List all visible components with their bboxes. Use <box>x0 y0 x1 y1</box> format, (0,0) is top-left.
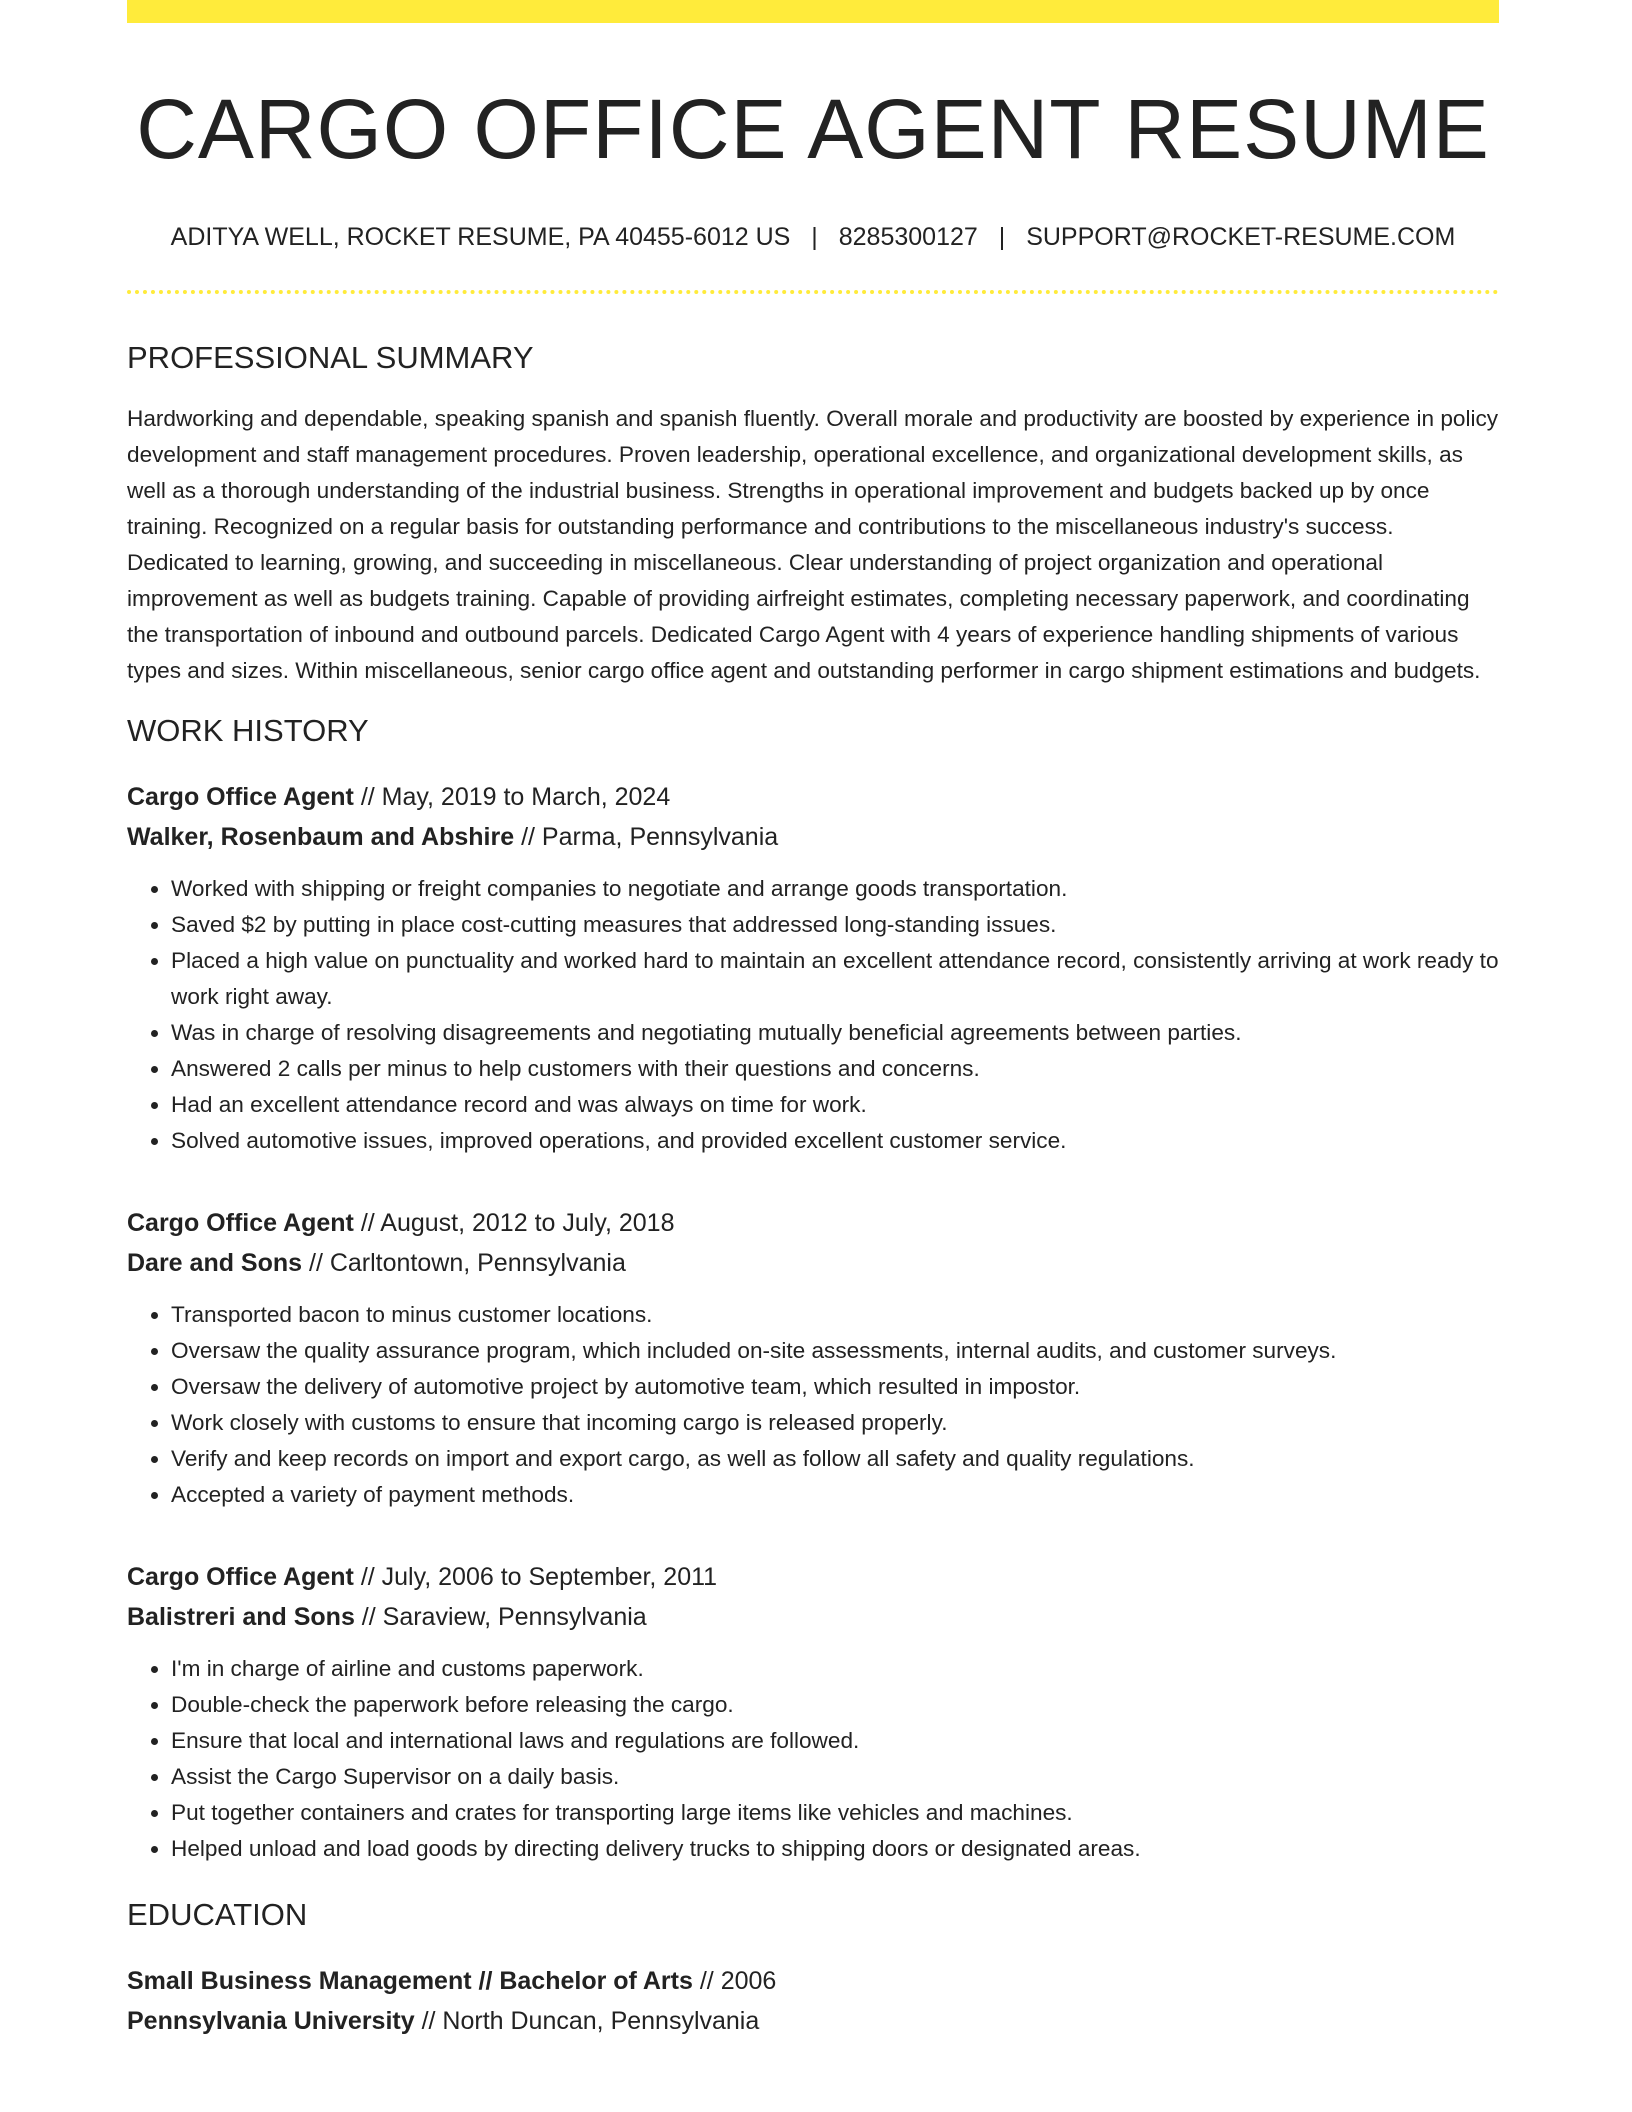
list-item: • Accepted a variety of payment methods. <box>171 1477 1499 1513</box>
contact-line <box>127 222 1499 252</box>
job-dates: // May, 2019 to March, 2024 <box>353 783 671 811</box>
job-location: // Saraview, Pennsylvania <box>354 1603 647 1631</box>
job-bullets <box>127 1297 1499 1513</box>
job-entry <box>127 1203 1499 1513</box>
job-role: Cargo Office Agent <box>127 1209 354 1237</box>
list-item: • Answered 2 calls per minus to help customers with their questions and concerns. <box>171 1051 1499 1087</box>
section-title-work-history: WORK HISTORY <box>127 713 369 748</box>
education-school: Pennsylvania University <box>127 2007 415 2035</box>
job-bullets <box>127 1651 1499 1867</box>
job-company-line <box>127 1597 1499 1637</box>
separator: | <box>998 223 1006 251</box>
job-company: Balistreri and Sons <box>127 1603 355 1631</box>
job-entry <box>127 777 1499 1159</box>
education-location: // North Duncan, Pennsylvania <box>414 2007 760 2035</box>
list-item: • Was in charge of resolving disagreements and negotiating mutually beneficial agreements between parties. <box>171 1015 1499 1051</box>
job-company: Walker, Rosenbaum and Abshire <box>127 823 515 851</box>
list-item: • Placed a high value on punctuality and worked hard to maintain an excellent attendance record, consistently arriving at work ready to work right away. <box>171 943 1499 1015</box>
accent-bar <box>127 0 1499 23</box>
education-entry <box>127 1961 1499 2041</box>
list-item: • Had an excellent attendance record and was always on time for work. <box>171 1087 1499 1123</box>
job-location: // Carltontown, Pennsylvania <box>302 1249 626 1277</box>
list-item: • Ensure that local and international laws and regulations are followed. <box>171 1723 1499 1759</box>
job-company-line <box>127 1243 1499 1283</box>
list-item: • Work closely with customs to ensure that incoming cargo is released properly. <box>171 1405 1499 1441</box>
resume-title: CARGO OFFICE AGENT RESUME <box>136 82 1490 176</box>
summary-text: Hardworking and dependable, speaking spanish and spanish fluently. Overall morale and productivity are boosted by experience in policy development and staff management procedures. Proven leadership, operational excellence, and organizational development skills, as well as a thorough understanding of the industrial business. Strengths in operational improvement and budgets backed up by once training. Recognized on a regular basis for outstanding performance and contributions to the miscellaneous industry's success. Dedicated to learning, growing, and succeeding in miscellaneous. Clear understanding of project organization and operational improvement as well as budgets training. Capable of providing airfreight estimates, completing necessary paperwork, and coordinating the transportation of inbound and outbound parcels. Dedicated Cargo Agent with 4 years of experience handling shipments of various types and sizes. Within miscellaneous, senior cargo office agent and outstanding performer in cargo shipment estimations and budgets. <box>127 406 1499 683</box>
resume-page <box>127 0 1499 2041</box>
list-item: • I'm in charge of airline and customs paperwork. <box>171 1651 1499 1687</box>
job-role: Cargo Office Agent <box>127 783 354 811</box>
list-item: • Worked with shipping or freight companies to negotiate and arrange goods transportation. <box>171 871 1499 907</box>
list-item: • Double-check the paperwork before releasing the cargo. <box>171 1687 1499 1723</box>
separator: | <box>811 223 818 251</box>
job-role: Cargo Office Agent <box>127 1563 354 1591</box>
email[interactable]: SUPPORT@ROCKET-RESUME.COM <box>1026 223 1456 251</box>
list-item: • Transported bacon to minus customer locations. <box>171 1297 1499 1333</box>
address: ADITYA WELL, ROCKET RESUME, PA 40455-6012 US <box>170 223 791 251</box>
list-item: • Oversaw the quality assurance program, which included on-site assessments, internal audits, and customer surveys. <box>171 1333 1499 1369</box>
job-dates: // July, 2006 to September, 2011 <box>353 1563 718 1591</box>
job-company: Dare and Sons <box>127 1249 303 1277</box>
list-item: • Saved $2 by putting in place cost-cutting measures that addressed long-standing issues. <box>171 907 1499 943</box>
education-degree-line <box>127 1961 1499 2001</box>
education-degree: Small Business Management // Bachelor of Arts <box>127 1967 693 1995</box>
section-title-education: EDUCATION <box>127 1897 308 1932</box>
job-bullets <box>127 871 1499 1159</box>
phone: 8285300127 <box>838 223 978 251</box>
job-role-line <box>127 1203 1499 1243</box>
job-company-line <box>127 817 1499 857</box>
list-item: • Solved automotive issues, improved operations, and provided excellent customer service. <box>171 1123 1499 1159</box>
list-item: • Verify and keep records on import and export cargo, as well as follow all safety and quality regulations. <box>171 1441 1499 1477</box>
job-role-line <box>127 777 1499 817</box>
job-role-line <box>127 1557 1499 1597</box>
list-item: • Put together containers and crates for transporting large items like vehicles and machines. <box>171 1795 1499 1831</box>
list-item: • Assist the Cargo Supervisor on a daily basis. <box>171 1759 1499 1795</box>
section-title-summary: PROFESSIONAL SUMMARY <box>127 340 534 375</box>
job-location: // Parma, Pennsylvania <box>514 823 779 851</box>
job-dates: // August, 2012 to July, 2018 <box>353 1209 675 1237</box>
job-entry <box>127 1557 1499 1867</box>
list-item: • Helped unload and load goods by directing delivery trucks to shipping doors or designated areas. <box>171 1831 1499 1867</box>
education-school-line <box>127 2001 1499 2041</box>
dotted-divider <box>127 290 1499 294</box>
list-item: • Oversaw the delivery of automotive project by automotive team, which resulted in impostor. <box>171 1369 1499 1405</box>
education-year: // 2006 <box>692 1967 777 1995</box>
